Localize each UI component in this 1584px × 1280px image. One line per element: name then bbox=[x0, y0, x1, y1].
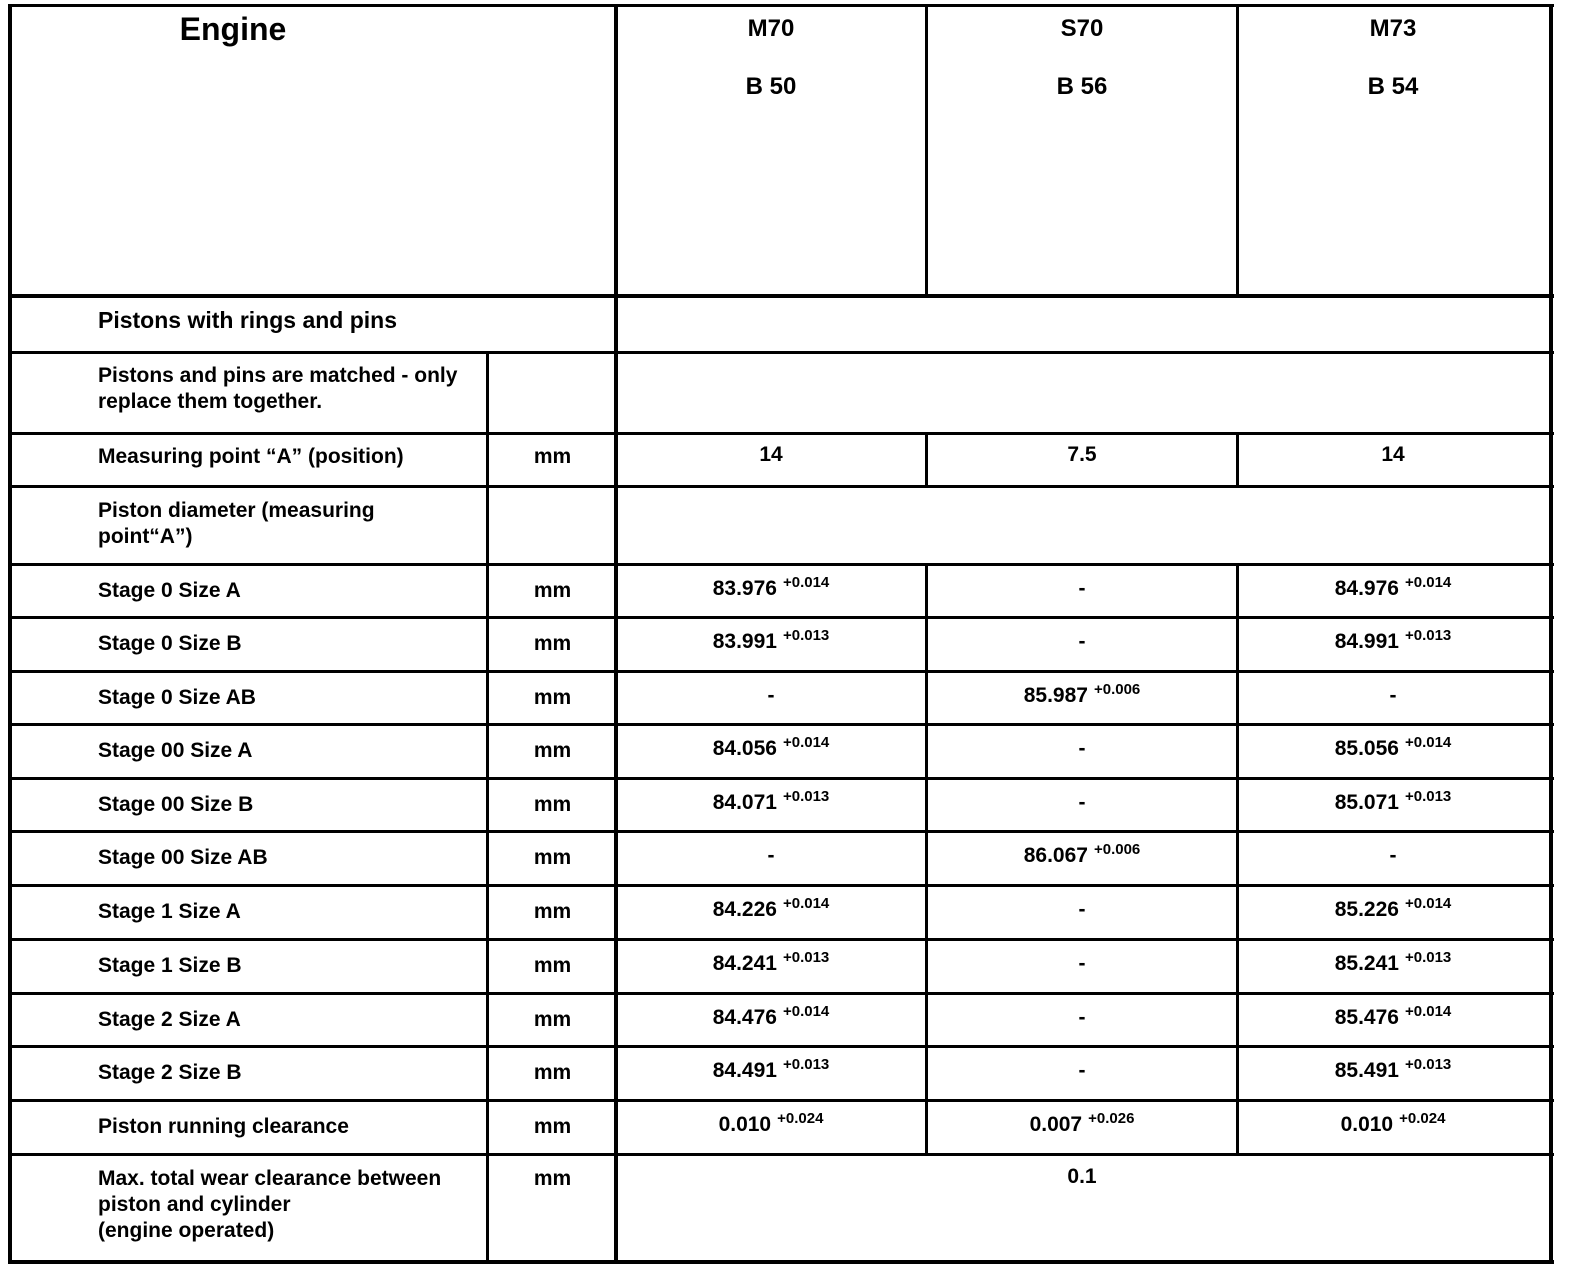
row-divider bbox=[8, 777, 1554, 780]
row-value bbox=[1238, 736, 1548, 764]
row-label: Stage 2 Size A bbox=[98, 1008, 241, 1031]
table-border-right bbox=[1549, 4, 1553, 1264]
row-value bbox=[616, 1005, 926, 1033]
header-divider bbox=[8, 294, 1554, 298]
tolerance-value: +0.024 bbox=[777, 1110, 824, 1127]
nominal-value: - bbox=[1078, 1059, 1086, 1082]
row-label: Stage 00 Size B bbox=[98, 793, 254, 816]
row-divider bbox=[8, 938, 1554, 941]
row-value bbox=[616, 629, 926, 657]
row-unit: mm bbox=[533, 739, 572, 762]
row-label: Stage 1 Size A bbox=[98, 900, 241, 923]
row-unit: mm bbox=[533, 793, 572, 816]
row-value bbox=[927, 951, 1237, 977]
nominal-value: 0.010 bbox=[1340, 1113, 1394, 1136]
row-value bbox=[1238, 790, 1548, 818]
tolerance-value: +0.013 bbox=[782, 627, 830, 644]
tolerance-value: +0.006 bbox=[1093, 841, 1141, 858]
row-value bbox=[927, 790, 1237, 816]
row-value bbox=[1238, 1058, 1548, 1086]
row-value bbox=[1238, 897, 1548, 925]
row-value bbox=[927, 629, 1237, 655]
nominal-value: 84.491 bbox=[712, 1059, 777, 1082]
measuring-point-label: Measuring point “A” (position) bbox=[98, 445, 404, 468]
row-value bbox=[1238, 951, 1548, 979]
row-label: Stage 00 Size A bbox=[98, 739, 253, 762]
engine-model-m70: M70 bbox=[747, 15, 795, 42]
row-label: Piston running clearance bbox=[98, 1115, 349, 1138]
row-value bbox=[1238, 629, 1548, 657]
row-value bbox=[616, 736, 926, 764]
tolerance-value: +0.014 bbox=[782, 574, 830, 591]
nominal-value: 83.991 bbox=[712, 630, 777, 653]
table-border-bottom bbox=[8, 1260, 1554, 1264]
nominal-value: - bbox=[1078, 952, 1086, 975]
nominal-value: 84.976 bbox=[1334, 577, 1399, 600]
engine-column-divider bbox=[925, 563, 928, 1156]
measuring-point-s70: 7.5 bbox=[1067, 443, 1097, 466]
tolerance-value: +0.014 bbox=[782, 734, 830, 751]
row-value bbox=[616, 1112, 926, 1140]
row-value bbox=[927, 843, 1237, 871]
nominal-value: 86.067 bbox=[1023, 844, 1088, 867]
tolerance-value: +0.014 bbox=[782, 895, 830, 912]
nominal-value: - bbox=[1389, 684, 1397, 707]
row-unit: mm bbox=[533, 686, 572, 709]
tolerance-value: +0.026 bbox=[1088, 1110, 1135, 1127]
row-value bbox=[927, 576, 1237, 602]
spec-table bbox=[8, 4, 1554, 1266]
row-unit: mm bbox=[533, 846, 572, 869]
row-value bbox=[616, 843, 926, 869]
row-divider bbox=[8, 432, 1554, 435]
row-value bbox=[616, 683, 926, 709]
nominal-value: 85.071 bbox=[1334, 791, 1399, 814]
table-border-top bbox=[8, 4, 1554, 7]
row-value bbox=[616, 951, 926, 979]
row-unit: mm bbox=[533, 579, 572, 602]
row-divider bbox=[8, 670, 1554, 673]
row-label: Stage 0 Size A bbox=[98, 579, 241, 602]
max-wear-unit: mm bbox=[533, 1167, 572, 1190]
engine-model-m73: M73 bbox=[1369, 15, 1417, 42]
piston-diameter-label: Piston diameter (measuring point“A”) bbox=[98, 499, 375, 548]
engine-column-divider bbox=[1236, 432, 1239, 488]
note-text: Pistons and pins are matched - only replace them together. bbox=[98, 364, 458, 413]
measuring-point-m73: 14 bbox=[1381, 443, 1405, 466]
tolerance-value: +0.013 bbox=[782, 788, 830, 805]
row-divider bbox=[8, 723, 1554, 726]
row-unit: mm bbox=[533, 900, 572, 923]
engine-column-divider bbox=[925, 4, 928, 298]
tolerance-value: +0.013 bbox=[782, 1056, 830, 1073]
engine-variant-m73: B 54 bbox=[1367, 73, 1419, 100]
tolerance-value: +0.014 bbox=[1404, 574, 1452, 591]
engine-model-s70: S70 bbox=[1060, 15, 1104, 42]
nominal-value: 85.226 bbox=[1334, 898, 1399, 921]
engine-column-divider bbox=[1236, 4, 1239, 298]
nominal-value: 85.987 bbox=[1023, 684, 1088, 707]
tolerance-value: +0.013 bbox=[782, 949, 830, 966]
nominal-value: - bbox=[1078, 577, 1086, 600]
row-divider bbox=[8, 1153, 1554, 1156]
row-unit: mm bbox=[533, 954, 572, 977]
tolerance-value: +0.014 bbox=[782, 1003, 830, 1020]
tolerance-value: +0.014 bbox=[1404, 734, 1452, 751]
nominal-value: - bbox=[1078, 791, 1086, 814]
row-unit: mm bbox=[533, 1115, 572, 1138]
nominal-value: - bbox=[1078, 737, 1086, 760]
nominal-value: 85.056 bbox=[1334, 737, 1399, 760]
unit-column-divider bbox=[486, 351, 489, 1264]
table-border-left bbox=[8, 4, 12, 1264]
row-label: Stage 0 Size B bbox=[98, 632, 242, 655]
row-value bbox=[616, 897, 926, 925]
nominal-value: 84.071 bbox=[712, 791, 777, 814]
nominal-value: - bbox=[767, 684, 775, 707]
row-value bbox=[1238, 1112, 1548, 1140]
engine-heading: Engine bbox=[179, 11, 287, 47]
row-divider bbox=[8, 616, 1554, 619]
nominal-value: 85.491 bbox=[1334, 1059, 1399, 1082]
row-value bbox=[927, 1112, 1237, 1140]
nominal-value: - bbox=[1078, 630, 1086, 653]
row-divider bbox=[8, 1099, 1554, 1102]
row-divider bbox=[8, 1045, 1554, 1048]
row-value bbox=[927, 683, 1237, 711]
row-divider bbox=[8, 884, 1554, 887]
engine-column-divider bbox=[925, 432, 928, 488]
tolerance-value: +0.006 bbox=[1093, 681, 1141, 698]
nominal-value: 85.476 bbox=[1334, 1006, 1399, 1029]
row-value bbox=[927, 736, 1237, 762]
section-title: Pistons with rings and pins bbox=[98, 307, 398, 333]
row-divider bbox=[8, 830, 1554, 833]
row-divider bbox=[8, 992, 1554, 995]
row-unit: mm bbox=[533, 632, 572, 655]
nominal-value: - bbox=[1078, 898, 1086, 921]
row-divider bbox=[8, 485, 1554, 488]
row-value bbox=[1238, 576, 1548, 604]
engine-variant-m70: B 50 bbox=[745, 73, 797, 100]
nominal-value: 84.226 bbox=[712, 898, 777, 921]
max-wear-value: 0.1 bbox=[1067, 1165, 1097, 1188]
max-wear-label-line: Max. total wear clearance between bbox=[98, 1167, 442, 1190]
nominal-value: - bbox=[767, 844, 775, 867]
row-value bbox=[616, 790, 926, 818]
row-value bbox=[927, 897, 1237, 923]
row-label: Stage 00 Size AB bbox=[98, 846, 268, 869]
row-divider bbox=[8, 351, 1554, 354]
tolerance-value: +0.013 bbox=[1404, 949, 1452, 966]
measuring-point-m70: 14 bbox=[759, 443, 783, 466]
tolerance-value: +0.024 bbox=[1399, 1110, 1446, 1127]
row-value bbox=[616, 1058, 926, 1086]
row-label: Stage 1 Size B bbox=[98, 954, 242, 977]
row-unit: mm bbox=[533, 1008, 572, 1031]
row-unit: mm bbox=[533, 1061, 572, 1084]
nominal-value: 84.991 bbox=[1334, 630, 1399, 653]
row-value bbox=[1238, 843, 1548, 869]
max-wear-label bbox=[98, 1166, 441, 1244]
tolerance-value: +0.014 bbox=[1404, 895, 1452, 912]
nominal-value: 85.241 bbox=[1334, 952, 1399, 975]
row-value bbox=[927, 1005, 1237, 1031]
engine-column-divider bbox=[1236, 563, 1239, 1156]
nominal-value: 84.241 bbox=[712, 952, 777, 975]
row-label: Stage 0 Size AB bbox=[98, 686, 256, 709]
tolerance-value: +0.013 bbox=[1404, 627, 1452, 644]
max-wear-label-line: (engine operated) bbox=[98, 1219, 275, 1242]
engine-variant-s70: B 56 bbox=[1056, 73, 1108, 100]
row-value bbox=[1238, 683, 1548, 709]
nominal-value: 0.010 bbox=[718, 1113, 772, 1136]
row-label: Stage 2 Size B bbox=[98, 1061, 242, 1084]
measuring-point-unit: mm bbox=[533, 445, 572, 468]
nominal-value: - bbox=[1078, 1006, 1086, 1029]
nominal-value: 84.056 bbox=[712, 737, 777, 760]
tolerance-value: +0.013 bbox=[1404, 788, 1452, 805]
row-value bbox=[927, 1058, 1237, 1084]
tolerance-value: +0.013 bbox=[1404, 1056, 1452, 1073]
row-value bbox=[1238, 1005, 1548, 1033]
nominal-value: 0.007 bbox=[1029, 1113, 1083, 1136]
nominal-value: - bbox=[1389, 844, 1397, 867]
nominal-value: 84.476 bbox=[712, 1006, 777, 1029]
row-value bbox=[616, 576, 926, 604]
nominal-value: 83.976 bbox=[712, 577, 777, 600]
max-wear-label-line: piston and cylinder bbox=[98, 1193, 291, 1216]
tolerance-value: +0.014 bbox=[1404, 1003, 1452, 1020]
label-column-divider bbox=[614, 4, 618, 1264]
row-divider bbox=[8, 563, 1554, 566]
